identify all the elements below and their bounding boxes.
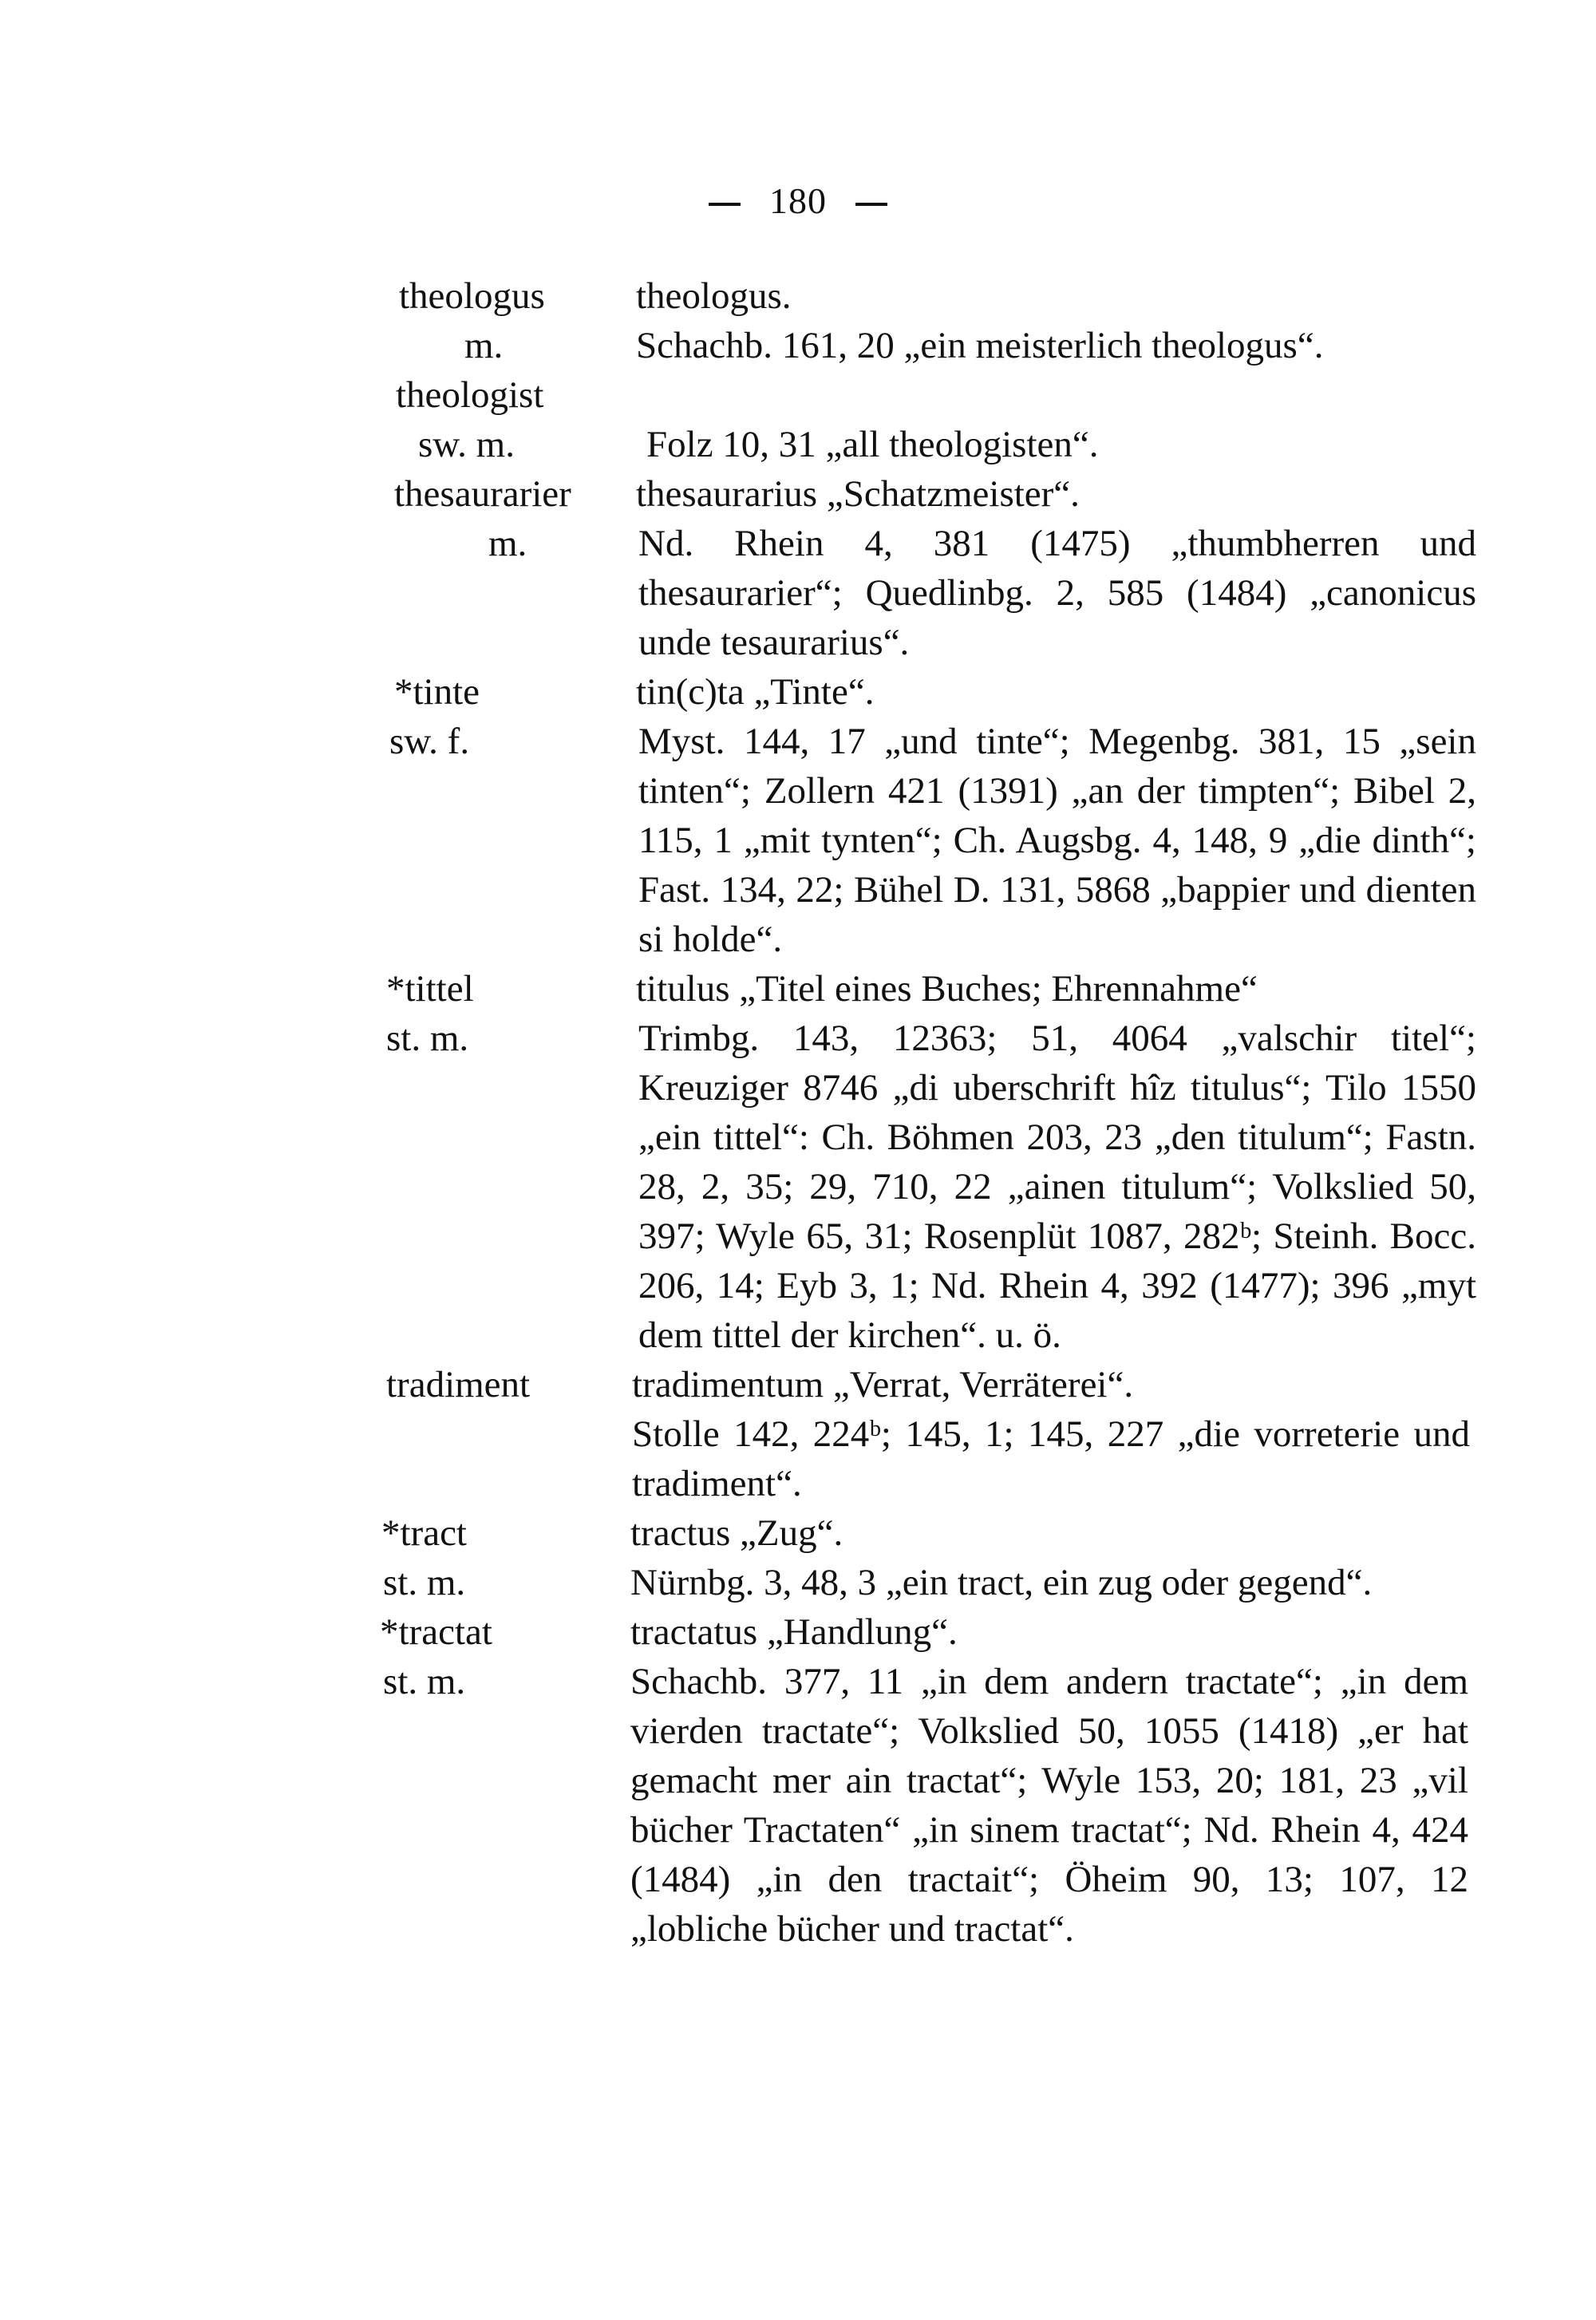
lemma: *tinte (394, 671, 480, 713)
lemma: theologist (396, 374, 544, 416)
entry-row (0, 1409, 1596, 1508)
entry-row (0, 370, 1596, 420)
entry-row (0, 1014, 1596, 1360)
lemma: sw. f. (389, 721, 470, 762)
lemma: sw. m. (418, 424, 515, 465)
definition: tractus „Zug“. (630, 1512, 843, 1554)
definition: tractatus „Handlung“. (630, 1611, 958, 1653)
entry-row (0, 1607, 1596, 1657)
entry-row (0, 1657, 1596, 1954)
definition: theologus. (636, 275, 792, 317)
definition: Myst. 144, 17 „und tinte“; Megenbg. 381, 15 „sein tinten“; Zollern 421 (1391) „an der timpten“; Bibel 2, 115, 1 „mit tynten“; Ch. Augsbg. 4, 148, 9 „die dinth“; Fast. 134, 22; Bühel D. 131, 5868 „bappier und dienten si holde“. (638, 721, 1476, 960)
lemma: theologus (399, 275, 545, 317)
definition: Trimbg. 143, 12363; 51, 4064 „valschir titel“; Kreuziger 8746 „di uberschrift hîz titulus“; Tilo 1550 „ein tittel“: Ch. Böhmen 203, 23 „den titulum“; Fastn. 28, 2, 35; 29, 710, 22 „ainen titulum“; Volkslied 50, 397; Wyle 65, 31; Rosenplüt 1087, 282ᵇ; Steinh. Bocc. 206, 14; Eyb 3, 1; Nd. Rhein 4, 392 (1477); 396 „myt dem tittel der kirchen“. u. ö. (638, 1018, 1476, 1356)
definition: Nd. Rhein 4, 381 (1475) „thumbherren und thesaurarier“; Quedlinbg. 2, 585 (1484) „canonicus unde tesaurarius“. (638, 523, 1476, 663)
dash-left (709, 203, 741, 206)
definition: Schachb. 377, 11 „in dem andern tractate“; „in dem vierden tractate“; Volkslied 50, 1055 (1418) „er hat gemacht mer ain tractat“; Wyle 153, 20; 181, 23 „vil bücher Tractaten“ „in sinem tractat“; Nd. Rhein 4, 424 (1484) „in den tractait“; Öheim 90, 13; 107, 12 „lobliche bücher und tractat“. (630, 1661, 1468, 1950)
definition: titulus „Titel eines Buches; Ehrennahme“ (636, 968, 1258, 1010)
entry-row (0, 667, 1596, 717)
lemma: *tittel (386, 968, 474, 1010)
entry-row (0, 519, 1596, 667)
lemma: st. m. (383, 1661, 466, 1702)
entry-row (0, 420, 1596, 469)
entry-row (0, 321, 1596, 370)
definition: Nürnbg. 3, 48, 3 „ein tract, ein zug oder gegend“. (630, 1562, 1373, 1603)
lemma: m. (488, 523, 527, 564)
entry-row (0, 1360, 1596, 1409)
definition: thesaurarius „Schatzmeister“. (636, 473, 1080, 515)
definition: Stolle 142, 224ᵇ; 145, 1; 145, 227 „die vorreterie und tradiment“. (632, 1413, 1470, 1504)
dash-right (855, 203, 887, 206)
entry-row (0, 964, 1596, 1014)
page-number (0, 180, 1596, 222)
definition: Folz 10, 31 „all theologisten“. (646, 424, 1099, 465)
entry-row (0, 271, 1596, 321)
lemma: m. (464, 325, 504, 366)
glossary-entries (0, 271, 1596, 1954)
entry-row (0, 1508, 1596, 1558)
entry-row (0, 1558, 1596, 1607)
entry-row (0, 469, 1596, 519)
lemma: st. m. (383, 1562, 466, 1603)
lemma: st. m. (386, 1018, 469, 1059)
lemma: thesaurarier (394, 473, 571, 515)
lemma: tradiment (386, 1364, 531, 1405)
definition: tradimentum „Verrat, Verräterei“. (632, 1364, 1134, 1405)
definition: tin(c)ta „Tinte“. (636, 671, 875, 713)
definition: Schachb. 161, 20 „ein meisterlich theologus“. (636, 325, 1324, 366)
lemma: *tractat (380, 1611, 492, 1653)
lemma: *tract (381, 1512, 467, 1554)
page-number-value: 180 (769, 180, 827, 221)
entry-row (0, 717, 1596, 964)
